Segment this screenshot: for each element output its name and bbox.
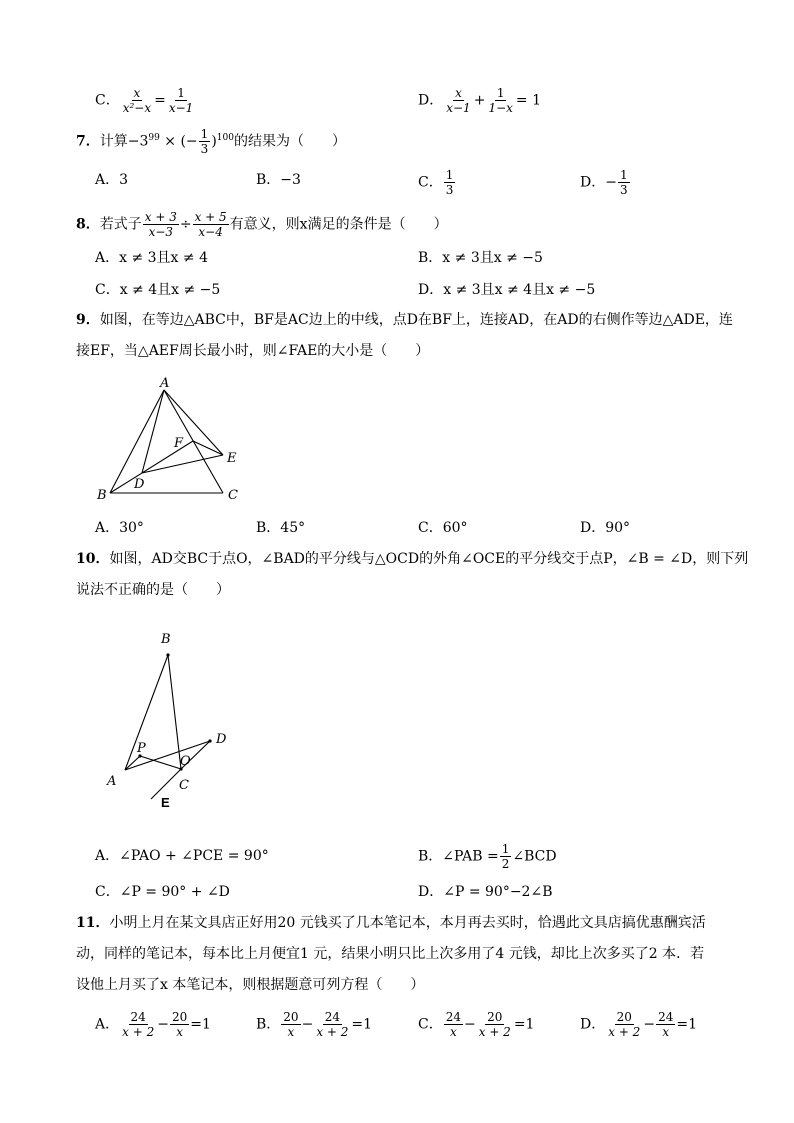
q9-label-b: B: [97, 488, 107, 503]
q10-label-p: P: [137, 741, 146, 756]
q11-stem-line1: 11．小明上月在某文具店正好用20 元钱买了几本笔记本，本月再去买时，恰遇此文具店搞优惠酬宾活: [76, 915, 706, 931]
q8-option-c: C．x ≠ 4且x ≠ −5: [95, 282, 221, 298]
q10-figure: [95, 625, 245, 815]
q8-option-a: A．x ≠ 3且x ≠ 4: [95, 250, 208, 266]
q9-option-b: B．45°: [256, 520, 306, 536]
q9-label-c: C: [228, 488, 238, 503]
q9-option-d: D．90°: [580, 520, 631, 536]
q6-option-d: D． $\frac{x}{x-1}$ + $\frac{1}{1-x}$ = 1: [418, 86, 541, 115]
q10-label-o: O: [180, 754, 191, 769]
q10-option-b: B．∠PAB = $\frac{1}{2}$ ∠BCD: [418, 842, 557, 871]
q7-option-d: D．− $\frac{1}{3}$: [580, 168, 628, 197]
q10-label-a: A: [107, 774, 117, 789]
q9-option-a: A．30°: [95, 520, 144, 536]
q11-option-d: D． $\frac{20}{x + 2}$ − $\frac{24}{x}$ =1: [580, 1010, 697, 1039]
q11-option-c: C． $\frac{24}{x}$ − $\frac{20}{x + 2}$ =1: [418, 1010, 535, 1039]
q9-label-a: A: [160, 376, 170, 391]
q10-option-c: C．∠P = 90° + ∠D: [95, 884, 230, 900]
q8-option-d: D．x ≠ 3且x ≠ 4且x ≠ −5: [418, 282, 596, 298]
q10-label-d: D: [216, 732, 227, 747]
q10-label-e: E: [161, 795, 170, 810]
q9-figure: [90, 372, 250, 507]
q10-stem-line1: 10．如图，AD交BC于点O，∠BAD的平分线与△OCD的外角∠OCE的平分线交于点P，∠B = ∠D，则下列: [76, 551, 749, 567]
q7-option-b: B．−3: [256, 172, 301, 188]
q6-option-c: C． $\frac{x}{\text{x²−x}}$ = $\frac{1}{x-1}$: [95, 86, 194, 115]
q9-label-f: F: [174, 436, 184, 451]
q11-option-b: B． $\frac{20}{x}$ − $\frac{24}{x + 2}$ =1: [256, 1010, 373, 1039]
q11-option-a: A． $\frac{24}{x + 2}$ − $\frac{20}{x}$ =1: [95, 1010, 211, 1039]
q7-stem: 7．计算$-3^{99}$ × (− $\frac{1}{3}$ )$^{100}$的结果为（ ）: [76, 127, 346, 156]
q10-stem-line2: 说法不正确的是（ ）: [76, 582, 230, 598]
q9-label-d: D: [134, 477, 145, 492]
q10-option-d: D．∠P = 90°−2∠B: [418, 884, 553, 900]
q9-label-e: E: [227, 451, 237, 466]
q10-option-a: A．∠PAO + ∠PCE = 90°: [95, 848, 269, 864]
q11-stem-line3: 设他上月买了x 本笔记本，则根据题意可列方程（ ）: [76, 977, 425, 993]
q9-option-c: C．60°: [418, 520, 468, 536]
q8-stem: 8．若式子 $\frac{x + 3}{x-3}$ ÷ $\frac{x + 5}{x-4}$ 有意义，则x满足的条件是（ ）: [76, 210, 448, 239]
q11-stem-line2: 动，同样的笔记本，每本比上月便宜1 元，结果小明只比上次多用了4 元钱，却比上次多买了2 本．若: [76, 946, 705, 962]
q10-label-b: B: [161, 632, 171, 647]
q7-option-c: C． $\frac{1}{3}$: [418, 168, 454, 197]
q8-option-b: B．x ≠ 3且x ≠ −5: [418, 250, 543, 266]
q10-label-c: C: [179, 778, 189, 793]
q9-stem-line2: 接EF，当△AEF周长最小时，则∠FAE的大小是（ ）: [76, 343, 430, 359]
q7-option-a: A．3: [95, 172, 129, 188]
q9-stem-line1: 9．如图，在等边△ABC中，BF是AC边上的中线，点D在BF上，连接AD，在AD的右侧作等边△ADE，连: [76, 312, 733, 328]
